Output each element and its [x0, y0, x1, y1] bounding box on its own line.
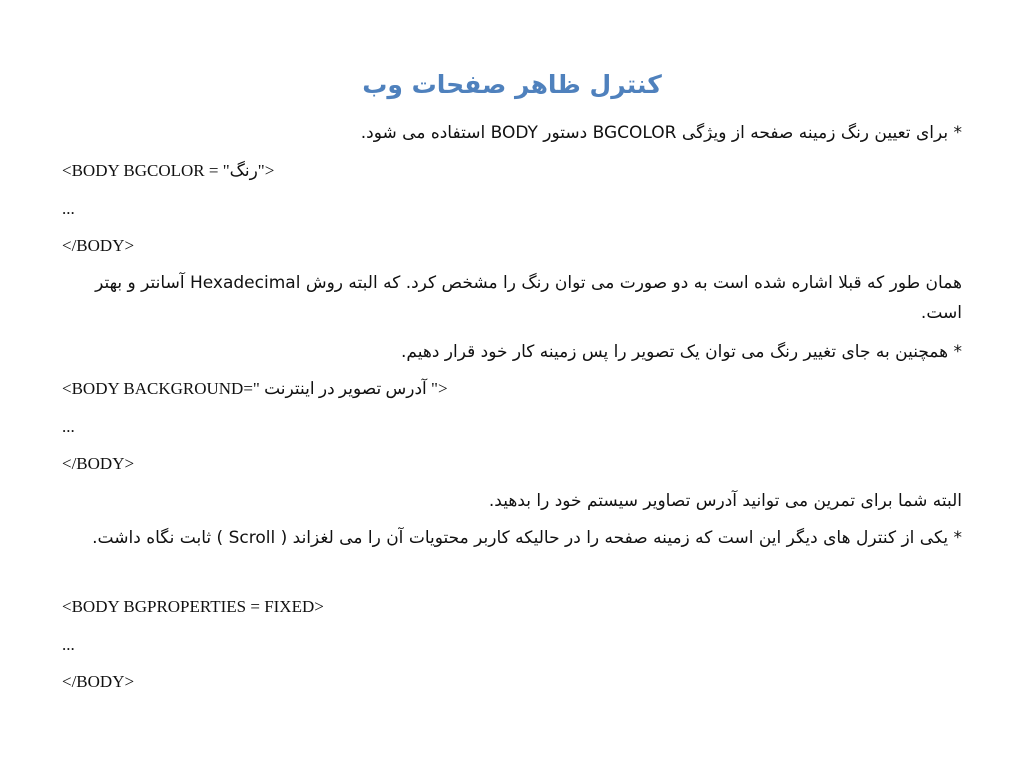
paragraph-background-image-intro: * همچنین به جای تغییر رنگ می توان یک تصویر را پس زمینه کار خود قرار دهیم. [401, 342, 962, 362]
code-body-close-2: </BODY> [62, 454, 135, 473]
code-ellipsis-3: ... [62, 635, 75, 654]
paragraph-practice-note: البته شما برای تمرین می توانید آدرس تصاویر سیستم خود را بدهید. [488, 491, 962, 511]
code-ellipsis-2: ... [62, 417, 75, 436]
code-body-bgcolor-prefix: <BODY BGCOLOR = " [62, 161, 230, 180]
code-body-background-url-word: آدرس تصویر در اینترنت [259, 379, 432, 398]
code-body-bgproperties: <BODY BGPROPERTIES = FIXED> [62, 597, 324, 616]
code-body-bgcolor [62, 156, 962, 186]
code-body-background-suffix: "> [431, 379, 448, 398]
code-body-background [62, 374, 962, 404]
paragraph-hexadecimal-note: همان طور که قبلا اشاره شده است به دو صورت می توان رنگ را مشخص کرد. که البته روش Hexadecimal آسانتر و بهتر است. [95, 273, 962, 323]
code-body-bgcolor-suffix: "> [257, 161, 275, 180]
slide-title: کنترل ظاهر صفحات وب [362, 70, 662, 99]
code-body-close-3: </BODY> [62, 672, 135, 691]
paragraph-fixed-background-intro: * یکی از کنترل های دیگر این است که زمینه صفحه را در حالیکه کاربر محتویات آن را می لغزاند ( Scroll ) ثابت نگاه داشت. [92, 528, 962, 548]
code-ellipsis-1: ... [62, 199, 75, 218]
paragraph-bgcolor-intro: * برای تعیین رنگ زمینه صفحه از ویژگی BGCOLOR دستور BODY استفاده می شود. [360, 123, 962, 143]
code-body-close-1: </BODY> [62, 236, 135, 255]
code-body-background-prefix: <BODY BACKGROUND=" [62, 379, 260, 398]
code-body-bgcolor-color-word: رنگ [229, 161, 258, 180]
